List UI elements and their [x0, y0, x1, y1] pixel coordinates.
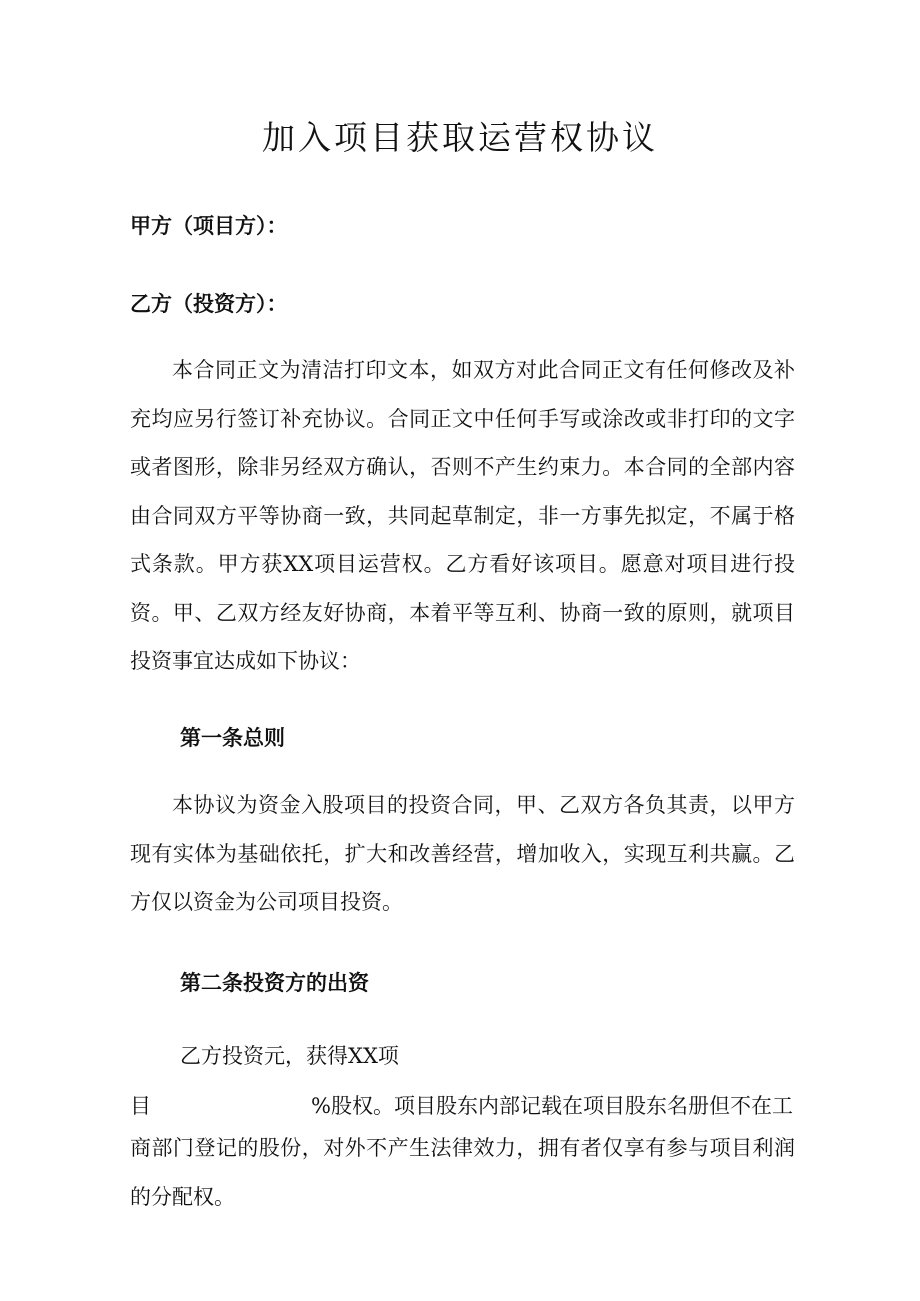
party-b-label: 乙方（投资方）：: [130, 292, 288, 316]
document-title: 加入项目获取运营权协议: [262, 118, 658, 157]
article-2-line-2-start: 目: [130, 1094, 151, 1118]
article-1-heading: 第一条总则: [180, 726, 285, 750]
article-2-heading: 第二条投资方的出资: [180, 971, 369, 995]
article-2-line-2: [130, 1090, 793, 1120]
article-1-body: 本协议为资金入股项目的投资合同，甲、乙双方各负其责，以甲方现有实体为基础依托，扩大和改善经营，增加收入，实现互利共赢。乙方仅以资金为公司项目投资。: [130, 793, 795, 914]
article-2-line-1: 乙方投资元，获得XX项: [180, 1044, 399, 1068]
party-a-label: 甲方（项目方）：: [130, 214, 288, 238]
article-2-line-2-end: %股权。项目股东内部记载在项目股东名册但不在工: [311, 1094, 793, 1118]
article-2-body: 商部门登记的股份，对外不产生法律效力，拥有者仅享有参与项目利润的分配权。: [130, 1136, 795, 1209]
preamble-paragraph: 本合同正文为清洁打印文本，如双方对此合同正文有任何修改及补充均应另行签订补充协议。合同正文中任何手写或涂改或非打印的文字或者图形，除非另经双方确认，否则不产生约束力。本合同的全部内容由合同双方平等协商一致，共同起草制定，非一方事先拟定，不属于格式条款。甲方获XX项目运营权。乙方看好该项目。愿意对项目进行投资。甲、乙双方经友好协商，本着平等互利、协商一致的原则，就项目投资事宜达成如下协议：: [130, 358, 795, 673]
